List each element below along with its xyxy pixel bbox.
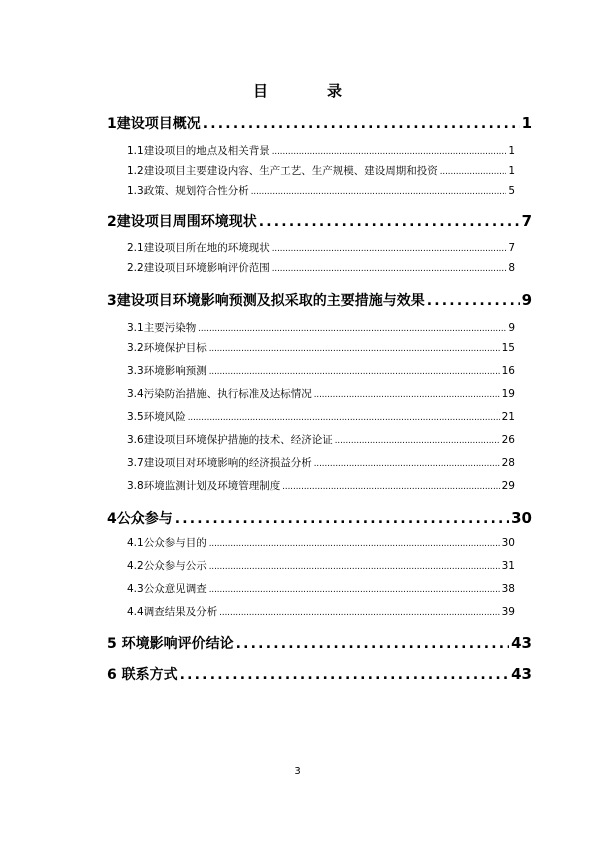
toc-section-entry[interactable] — [127, 432, 515, 446]
toc-dot-leader — [188, 413, 500, 423]
toc-dot-leader — [209, 344, 500, 354]
toc-entry-label: 2建设项目周围环境现状 — [107, 214, 257, 230]
toc-entry-label: 4.4调查结果及分析 — [127, 606, 218, 618]
toc-dot-leader — [259, 214, 520, 230]
toc-chapter-entry[interactable] — [107, 113, 532, 133]
toc-chapter-entry[interactable] — [107, 290, 532, 310]
toc-entry-page: 43 — [511, 634, 532, 652]
toc-dot-leader — [272, 147, 507, 157]
toc-dot-leader — [180, 667, 510, 683]
toc-entry-label: 4公众参与 — [107, 511, 173, 527]
toc-entry-page: 9 — [521, 291, 532, 309]
toc-entry-label: 2.1建设项目所在地的环境现状 — [127, 242, 270, 254]
toc-section-entry[interactable] — [127, 604, 515, 618]
toc-entry-label: 1.3政策、规划符合性分析 — [127, 185, 249, 197]
toc-section-entry[interactable] — [127, 409, 515, 423]
toc-section-entry[interactable] — [127, 455, 515, 469]
toc-entry-page: 30 — [511, 509, 532, 527]
toc-dot-leader — [251, 187, 507, 197]
toc-entry-page: 5 — [508, 185, 515, 197]
toc-entry-page: 1 — [508, 145, 515, 157]
toc-dot-leader — [236, 636, 510, 652]
toc-entry-page: 1 — [508, 165, 515, 177]
toc-entry-label: 4.2公众参与公示 — [127, 560, 207, 572]
toc-section-entry[interactable] — [127, 183, 515, 197]
page-number: 3 — [294, 766, 301, 777]
toc-section-entry[interactable] — [127, 240, 515, 254]
toc-dot-leader — [314, 390, 500, 400]
toc-entry-page: 16 — [501, 365, 515, 377]
toc-section-entry[interactable] — [127, 478, 515, 492]
toc-entry-page: 43 — [511, 665, 532, 683]
toc-entry-page: 15 — [501, 342, 515, 354]
toc-section-entry[interactable] — [127, 363, 515, 377]
toc-entry-label: 1.2建设项目主要建设内容、生产工艺、生产规模、建设周期和投资 — [127, 165, 438, 177]
toc-entry-label: 3.4污染防治措施、执行标准及达标情况 — [127, 388, 312, 400]
toc-entry-label: 2.2建设项目环境影响评价范围 — [127, 262, 270, 274]
toc-section-entry[interactable] — [127, 386, 515, 400]
toc-dot-leader — [440, 167, 507, 177]
toc-entry-page: 7 — [508, 242, 515, 254]
toc-entry-page: 21 — [501, 411, 515, 423]
toc-entry-page: 31 — [501, 560, 515, 572]
toc-entry-page: 26 — [501, 434, 515, 446]
toc-entry-page: 1 — [521, 114, 532, 132]
toc-entry-label: 1建设项目概况 — [107, 116, 201, 132]
toc-entry-page: 39 — [501, 606, 515, 618]
toc-section-entry[interactable] — [127, 535, 515, 549]
toc-entry-page: 19 — [501, 388, 515, 400]
toc-dot-leader — [272, 264, 507, 274]
toc-entry-label: 3.1主要污染物 — [127, 322, 197, 334]
toc-entry-page: 28 — [501, 457, 515, 469]
toc-dot-leader — [209, 585, 500, 595]
toc-chapter-entry[interactable] — [107, 664, 532, 684]
toc-entry-label: 3.6建设项目环境保护措施的技术、经济论证 — [127, 434, 333, 446]
toc-entry-page: 38 — [501, 583, 515, 595]
toc-dot-leader — [209, 367, 500, 377]
toc-entry-label: 1.1建设项目的地点及相关背景 — [127, 145, 270, 157]
toc-entry-label: 5 环境影响评价结论 — [107, 636, 234, 652]
toc-entry-page: 9 — [508, 322, 515, 334]
toc-entry-label: 4.1公众参与目的 — [127, 537, 207, 549]
toc-section-entry[interactable] — [127, 143, 515, 157]
toc-entry-label: 3.2环境保护目标 — [127, 342, 207, 354]
toc-section-entry[interactable] — [127, 581, 515, 595]
toc-dot-leader — [203, 116, 520, 132]
toc-dot-leader — [209, 562, 500, 572]
toc-dot-leader — [198, 324, 506, 334]
toc-entry-label: 3.8环境监测计划及环境管理制度 — [127, 480, 281, 492]
toc-section-entry[interactable] — [127, 320, 515, 334]
toc-entry-label: 4.3公众意见调查 — [127, 583, 207, 595]
toc-chapter-entry[interactable] — [107, 633, 532, 653]
toc-entry-label: 3.3环境影响预测 — [127, 365, 207, 377]
toc-entry-label: 6 联系方式 — [107, 667, 178, 683]
toc-dot-leader — [335, 436, 500, 446]
toc-chapter-entry[interactable] — [107, 211, 532, 231]
toc-section-entry[interactable] — [127, 260, 515, 274]
toc-section-entry[interactable] — [127, 163, 515, 177]
toc-entry-page: 30 — [501, 537, 515, 549]
toc-entry-label: 3.7建设项目对环境影响的经济损益分析 — [127, 457, 312, 469]
toc-dot-leader — [209, 539, 500, 549]
toc-chapter-entry[interactable] — [107, 508, 532, 528]
toc-dot-leader — [427, 293, 520, 309]
toc-entry-label: 3建设项目环境影响预测及拟采取的主要措施与效果 — [107, 293, 425, 309]
toc-dot-leader — [282, 482, 499, 492]
toc-title: 目 录 — [252, 82, 364, 100]
toc-section-entry[interactable] — [127, 558, 515, 572]
toc-section-entry[interactable] — [127, 340, 515, 354]
toc-dot-leader — [272, 244, 507, 254]
toc-dot-leader — [175, 511, 509, 527]
toc-entry-page: 8 — [508, 262, 515, 274]
toc-entry-page: 7 — [521, 212, 532, 230]
toc-entry-page: 29 — [501, 480, 515, 492]
toc-dot-leader — [219, 608, 499, 618]
toc-entry-label: 3.5环境风险 — [127, 411, 186, 423]
toc-dot-leader — [314, 459, 500, 469]
